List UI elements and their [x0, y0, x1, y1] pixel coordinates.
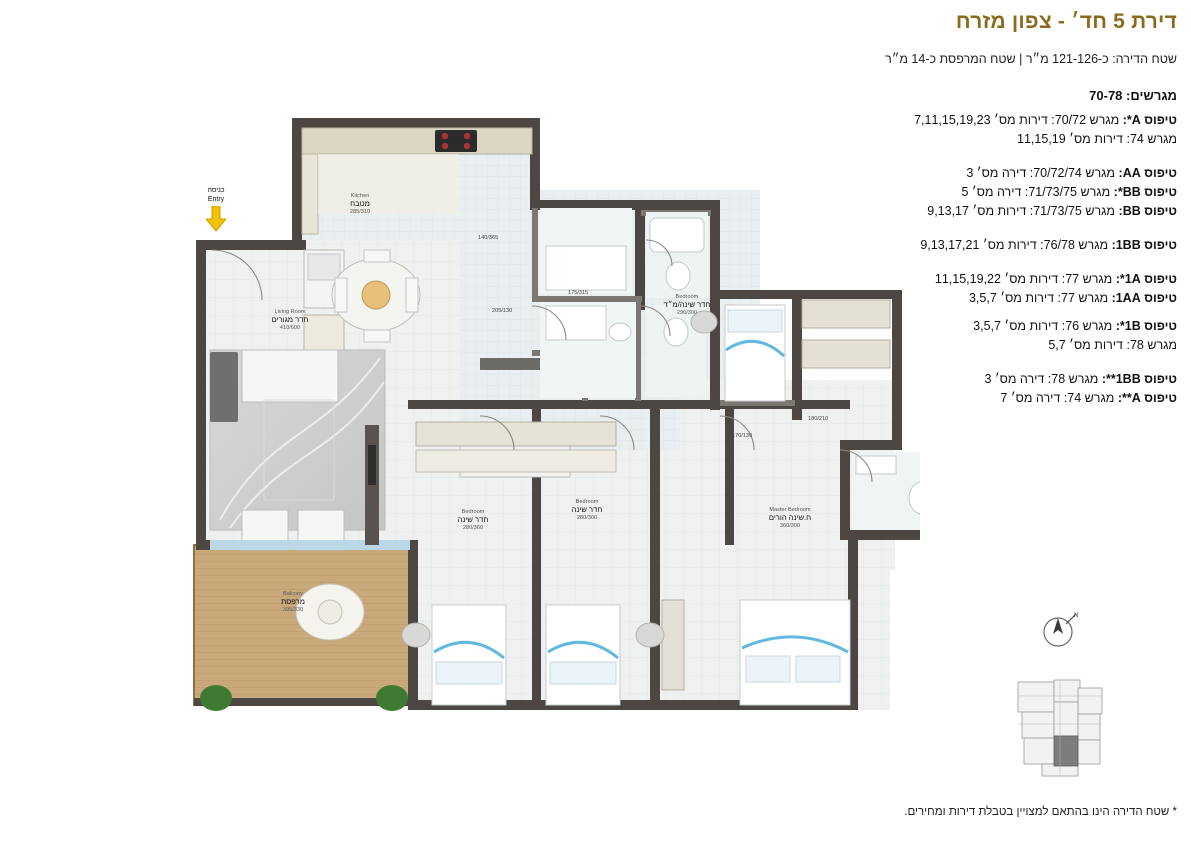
type-label: טיפוס A*:	[1122, 113, 1177, 127]
type-label: טיפוס BB:	[1118, 204, 1177, 218]
info-panel	[707, 0, 1177, 408]
type-line: מגרש 70/72: דירות מס׳ 7,11,15,19,23	[914, 113, 1120, 127]
type-line: מגרש 71/73/75: דירות מס׳ 9,13,17	[927, 204, 1116, 218]
type-label: טיפוס AA:	[1118, 166, 1177, 180]
room-label-bedroom-study: Bedroom חדר שינה/מ״ד 290/300	[663, 294, 711, 316]
type-label: טיפוס 1B*:	[1115, 319, 1177, 333]
type-label: טיפוס BB*:	[1113, 185, 1177, 199]
dimension-tag-4: 180/210	[808, 416, 829, 422]
type-label: טיפוס A**:	[1117, 391, 1177, 405]
type-list	[707, 111, 1177, 408]
dimension-tag-1: 205/130	[492, 308, 513, 314]
page-title: דירת 5 חד׳ - צפון מזרח	[955, 10, 1177, 33]
type-row	[707, 111, 1177, 130]
type-row-cont	[707, 130, 1177, 149]
key-plan	[1012, 676, 1108, 780]
type-line: מגרש 76/78: דירות מס׳ 9,13,17,21	[920, 238, 1109, 252]
type-row	[707, 164, 1177, 183]
room-label-bedroom-mid: Bedroom חדר שינה 280/360	[571, 499, 603, 521]
type-row	[707, 389, 1177, 408]
dimension-tag-3: 170/130	[732, 433, 753, 439]
type-line: מגרש 74: דירות מס׳ 11,15,19	[1017, 132, 1177, 146]
type-line: מגרש 78: דירות מס׳ 5,7	[1048, 338, 1177, 352]
type-row	[707, 270, 1177, 289]
footnote: * שטח הדירה הינו בהתאם למצויין בטבלת דירות ומחירים.	[904, 806, 1177, 818]
plots-title: מגרשים: 70-78	[1089, 88, 1177, 103]
type-row	[707, 183, 1177, 202]
compass-icon	[1036, 608, 1082, 654]
type-line: מגרש 71/73/75: דירה מס׳ 5	[961, 185, 1111, 199]
type-line: מגרש 77: דירות מס׳ 3,5,7	[968, 291, 1109, 305]
svg-text:N: N	[1074, 613, 1079, 619]
dimension-tag-2: 175/315	[568, 290, 589, 296]
type-line: מגרש 78: דירה מס׳ 3	[984, 372, 1099, 386]
room-label-bedroom-left: Bedroom חדר שינה 280/360	[457, 509, 489, 531]
type-row-cont	[707, 336, 1177, 355]
type-label: טיפוס 1AA:	[1111, 291, 1177, 305]
type-row	[707, 236, 1177, 255]
type-row	[707, 370, 1177, 389]
type-row	[707, 289, 1177, 308]
room-label-living-room: Living Room חדר מגורים 410/600	[271, 309, 309, 331]
type-line: מגרש 76: דירות מס׳ 3,5,7	[973, 319, 1113, 333]
room-label-balcony: Balcony מרפסת 395/330	[281, 591, 305, 613]
type-line: מגרש 77: דירות מס׳ 11,15,19,22	[934, 272, 1113, 286]
dimension-tag-0: 140/365	[478, 235, 499, 241]
type-line: מגרש 70/72/74: דירה מס׳ 3	[966, 166, 1116, 180]
type-row	[707, 317, 1177, 336]
type-label: טיפוס 1A*:	[1115, 272, 1177, 286]
room-label-kitchen: Kitchen מטבח 285/310	[349, 193, 371, 215]
room-label-master-bedroom: Master Bedroom ח.שינה הורים 360/300	[768, 507, 812, 529]
area-subtitle: שטח הדירה: כ-121-126 מ״ר | שטח המרפסת כ-14 מ״ר	[885, 52, 1177, 66]
type-label: טיפוס 1BB**:	[1101, 372, 1177, 386]
type-label: טיפוס 1BB:	[1111, 238, 1177, 252]
type-row	[707, 202, 1177, 221]
type-line: מגרש 74: דירה מס׳ 7	[1000, 391, 1115, 405]
entry-label: כניסה Entry	[206, 186, 226, 232]
